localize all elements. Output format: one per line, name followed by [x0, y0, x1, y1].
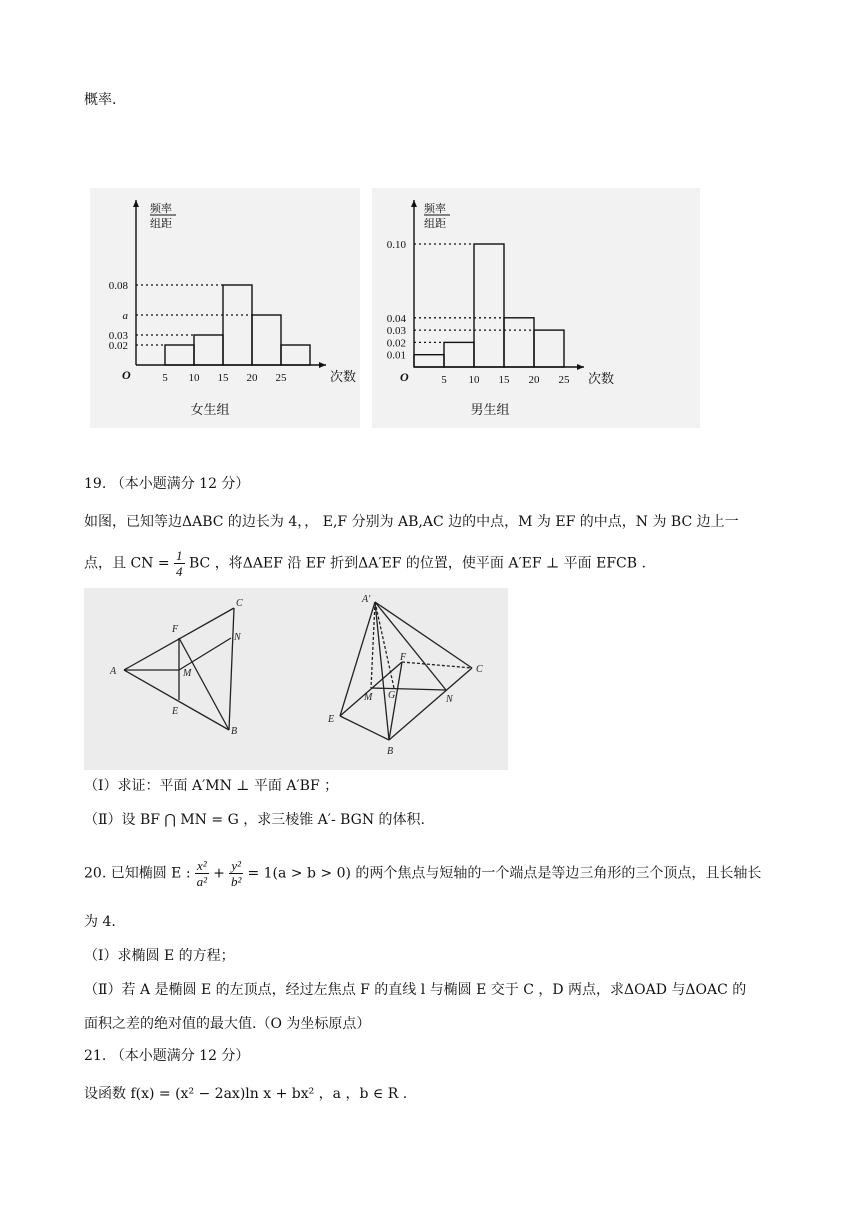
q20-frac-y-den: b²: [230, 874, 242, 889]
flat-triangle: [124, 608, 234, 730]
histogram-boys: [372, 188, 700, 428]
edge-bc: [389, 668, 472, 740]
histogram-bar: [474, 244, 504, 367]
x-axis-label: 次数: [588, 371, 615, 386]
label-a-prime: A': [362, 594, 371, 605]
y-label-bottom: 组距: [150, 218, 172, 230]
q20-frac-x-num: x²: [197, 858, 207, 873]
histogram-bar: [414, 355, 444, 367]
edge-eb: [340, 716, 389, 740]
label-n: N: [234, 632, 241, 643]
y-tick-label: 0.02: [386, 337, 406, 350]
q20-plus: +: [213, 865, 225, 882]
y-tick-label: 0.03: [108, 330, 128, 342]
y-tick-label: 0.04: [386, 312, 406, 325]
edge-ac2: [375, 602, 472, 668]
label-f2: F: [400, 652, 407, 663]
histogram-girls-svg: [90, 188, 360, 428]
label-b2: B: [387, 746, 394, 757]
q19-line2-pre: 点，且 CN =: [84, 555, 170, 572]
geometry-figure: [84, 588, 508, 770]
label-e2: E: [328, 714, 335, 725]
histogram-bar: [165, 345, 194, 365]
origin-label: O: [122, 368, 131, 382]
q20-part1: （Ⅰ）求椭圆 E 的方程；: [84, 948, 235, 964]
histogram-bar: [194, 335, 223, 365]
q20-line2: 为 4.: [84, 914, 116, 930]
q20-line1: [84, 858, 761, 889]
label-a: A: [110, 666, 117, 677]
label-m: M: [183, 668, 192, 679]
q19-part2: （Ⅱ）设 BF ⋂ MN = G ，求三棱锥 A′- BGN 的体积.: [84, 812, 426, 828]
y-tick-label: 0.02: [108, 340, 128, 352]
histogram-caption: 女生组: [190, 402, 230, 417]
q19-fraction: [174, 548, 185, 579]
edge-ag2: [375, 602, 394, 688]
q20-line1-pre: 20. 已知椭圆 E :: [84, 865, 191, 882]
q20-part2b: 面积之差的绝对值的最大值.（O 为坐标原点）: [84, 1016, 371, 1032]
y-label-top: 频率: [424, 203, 446, 215]
q21-header: 21. （本小题满分 12 分）: [84, 1048, 250, 1064]
q19-line2: [84, 548, 646, 579]
y-tick-label: 0.08: [108, 280, 128, 292]
q19-frac-den: 4: [176, 564, 183, 579]
y-axis-arrow: [411, 200, 417, 207]
histogram-bar: [223, 285, 252, 365]
y-tick-label: 0.10: [386, 239, 406, 251]
x-axis-arrow: [319, 362, 326, 368]
x-tick-label: 25: [558, 374, 570, 386]
q19-part1: （Ⅰ）求证：平面 A′MN ⊥ 平面 A′BF ；: [84, 778, 339, 794]
y-tick-label: 0.01: [386, 349, 406, 362]
x-tick-label: 15: [217, 372, 229, 384]
x-tick-label: 20: [246, 372, 258, 384]
histogram-bar: [534, 330, 564, 367]
q20-frac-x-den: a²: [196, 874, 208, 889]
edge-fc: [402, 662, 472, 668]
x-tick-label: 10: [468, 374, 480, 386]
histogram-bar: [252, 315, 281, 365]
label-n2: N: [446, 694, 453, 705]
top-text: 概率.: [84, 92, 117, 108]
x-axis-label: 次数: [330, 369, 357, 384]
q20-part2: （Ⅱ）若 A 是椭圆 E 的左顶点，经过左焦点 F 的直线 l 与椭圆 E 交于 C ，D 两点，求ΔOAD 与ΔOAC 的: [84, 982, 747, 998]
edge-bf: [389, 662, 402, 740]
label-c2: C: [476, 664, 483, 675]
q20-frac-y-num: y²: [231, 858, 241, 873]
q20-line1-post: = 1(a > b > 0) 的两个焦点与短轴的一个端点是等边三角形的三个顶点，且长轴长: [247, 865, 762, 882]
x-tick-label: 25: [275, 372, 287, 384]
q19-frac-num: 1: [176, 548, 183, 563]
y-label-top: 频率: [150, 203, 172, 215]
y-axis-arrow: [133, 200, 139, 207]
label-b: B: [231, 726, 238, 737]
x-tick-label: 20: [528, 374, 540, 386]
histogram-caption: 男生组: [470, 402, 510, 417]
y-tick-label: 0.03: [386, 325, 406, 338]
x-tick-label: 15: [498, 374, 510, 386]
label-e: E: [172, 706, 179, 717]
q19-line2-post: BC ，将ΔAEF 沿 EF 折到ΔA′EF 的位置，使平面 A′EF ⊥ 平面 EFCB .: [189, 555, 646, 572]
label-m2: M: [364, 692, 373, 703]
edge-mn: [179, 638, 231, 670]
edge-ab2: [375, 602, 389, 740]
origin-label: O: [400, 370, 409, 384]
histogram-bar: [281, 345, 310, 365]
edge-mn2: [371, 688, 446, 690]
q21-line1: 设函数 f(x) = (x² − 2ax)ln x + bx² ，a ，b ∈ R .: [84, 1086, 408, 1102]
q20-frac-x: [195, 858, 209, 889]
histogram-boys-svg: [372, 188, 700, 428]
label-g2: G: [388, 690, 396, 701]
histogram-bar: [444, 342, 474, 367]
edge-cb: [229, 608, 234, 730]
histogram-bar: [504, 318, 534, 367]
x-tick-label: 5: [162, 372, 168, 384]
geometry-svg: [84, 588, 508, 770]
x-tick-label: 5: [441, 374, 447, 386]
y-tick-label: a: [122, 310, 128, 322]
label-c: C: [236, 598, 243, 609]
x-axis-arrow: [577, 364, 584, 370]
y-label-bottom: 组距: [424, 218, 446, 230]
label-f: F: [172, 624, 179, 635]
x-tick-label: 10: [188, 372, 200, 384]
q19-line1: 如图，已知等边ΔABC 的边长为 4，， E,F 分别为 AB,AC 边的中点，M 为 EF 的中点，N 为 BC 边上一: [84, 514, 739, 530]
q20-frac-y: [229, 858, 243, 889]
histogram-girls: [90, 188, 360, 428]
q19-header: 19. （本小题满分 12 分）: [84, 476, 250, 492]
folded-pyramid: [340, 602, 472, 740]
